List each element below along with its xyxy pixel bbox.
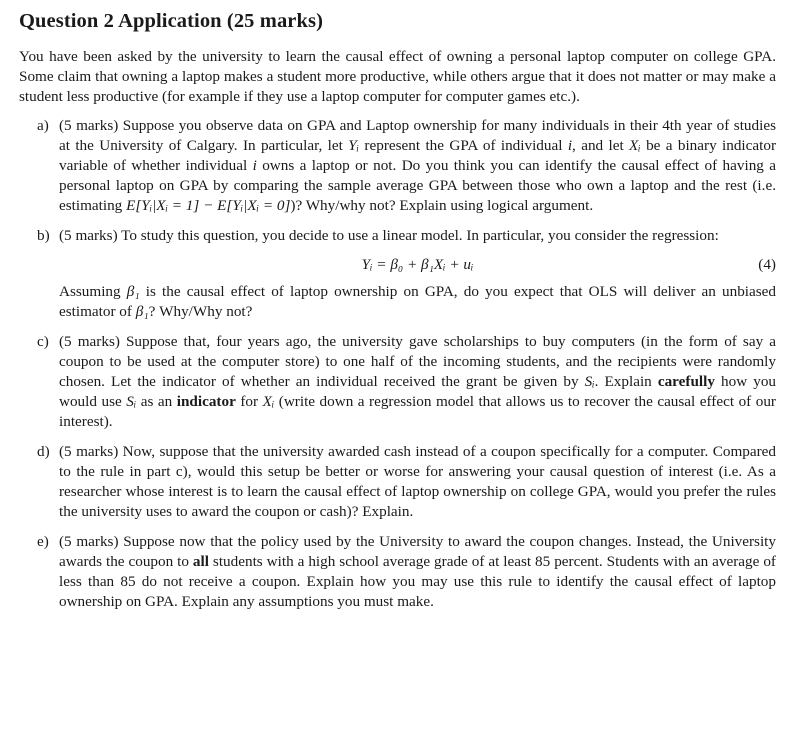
math-s-i: Sᵢ	[584, 373, 595, 390]
math-y-i: Yᵢ	[348, 137, 360, 154]
part-c-text-5: for	[235, 393, 263, 410]
part-c	[19, 332, 776, 432]
part-a-label: a)	[37, 117, 49, 134]
part-c-text-4: as an	[136, 393, 177, 410]
math-expectation-difference: E[Yᵢ|Xᵢ = 1] − E[Yᵢ|Xᵢ = 0]	[126, 197, 291, 214]
part-a-text-2: represent the GPA of individual	[359, 137, 568, 154]
part-e	[19, 532, 776, 612]
part-e-label: e)	[37, 533, 49, 550]
emphasis-indicator: indicator	[176, 393, 236, 410]
part-d	[19, 442, 776, 522]
part-b-text-4: ? Why/Why not?	[148, 303, 253, 320]
part-e-text-2: students with a high school average grade of at least 85 percent. Students with an average of less than 85 do not receive a coupon. Explain how you may use this rule to identify the causal effect of laptop ownership on GPA. Explain any assumptions you must make.	[59, 553, 776, 610]
math-x-i: Xᵢ	[629, 137, 641, 154]
math-i-2: i	[252, 157, 257, 174]
math-s-i-2: Sᵢ	[126, 393, 137, 410]
part-a	[19, 116, 776, 216]
math-i: i	[567, 137, 573, 154]
part-a-text-6: )? Why/why not? Explain using logical argument.	[290, 197, 594, 214]
equation-number: (4)	[758, 256, 776, 273]
emphasis-all: all	[192, 553, 209, 570]
part-c-text-2: . Explain	[594, 373, 658, 390]
part-b-text-2a: Assuming	[59, 283, 127, 300]
part-c-text-1: (5 marks) Suppose that, four years ago, the university gave scholarships to buy computers (in the form of say a coupon to be used at the computer store) to one half of the incoming students, and the recipients were randomly chosen. Let the indicator of whether an individual received the grant be given by	[59, 333, 776, 390]
part-b-text-3: is the causal effect of laptop ownership on GPA, do you expect that OLS will deliver an unbiased estimator of	[59, 283, 776, 320]
part-a-text-4: be a binary indicator variable of whether individual	[59, 137, 776, 174]
emphasis-carefully: carefully	[657, 373, 715, 390]
part-d-label: d)	[37, 443, 50, 460]
equation-body: Yᵢ = β₀ + β₁Xᵢ + uᵢ	[361, 256, 474, 273]
part-c-text-3: how you would use	[59, 373, 777, 410]
part-c-label: c)	[37, 333, 49, 350]
part-a-text-1: (5 marks) Suppose you observe data on GPA and Laptop ownership for many individuals in their 4th year of studies at the University of Calgary. In particular, let	[59, 117, 776, 154]
regression-equation	[59, 250, 776, 280]
part-b-text-1: (5 marks) To study this question, you decide to use a linear model. In particular, you consider the regression:	[59, 227, 719, 244]
part-b-label: b)	[37, 227, 50, 244]
part-d-text: (5 marks) Now, suppose that the university awarded cash instead of a coupon specifically for a computer. Compared to the rule in part c), would this setup be better or worse for answering your causal question of interest (i.e. As a researcher whose interest is to learn the causal effect of laptop ownership on college GPA, would you prefer the rules the university uses to award the coupon or cash)? Explain.	[59, 443, 776, 520]
part-c-text	[59, 332, 776, 432]
question-title: Question 2 Application (25 marks)	[19, 10, 323, 32]
math-beta-1: β₁	[126, 283, 140, 300]
part-e-text-1: (5 marks) Suppose now that the policy used by the University to award the coupon changes. Instead, the University awards the coupon to	[59, 533, 776, 570]
part-a-text-5: owns a laptop or not. Do you think you can identify the causal effect of having a personal laptop on GPA by comparing the sample average GPA between those who own a laptop and the rest (i.e. estimating	[59, 157, 777, 214]
part-a-text	[59, 116, 776, 216]
math-beta-1-2: β₁	[135, 303, 149, 320]
part-a-text-3: , and let	[572, 137, 630, 154]
math-x-i-2: Xᵢ	[262, 393, 275, 410]
part-e-text	[59, 532, 776, 612]
part-b-text-2	[59, 282, 776, 322]
part-b	[19, 226, 776, 322]
question-parts-list	[19, 116, 776, 612]
question-intro: You have been asked by the university to learn the causal effect of owning a personal laptop computer on college GPA. Some claim that owning a laptop makes a student more productive, while others argue that it does not matter or may make a student less productive (for example if they use a laptop computer for computer games etc.).	[19, 48, 776, 105]
part-c-text-6: (write down a regression model that allows us to recover the causal effect of our interest).	[59, 393, 776, 430]
